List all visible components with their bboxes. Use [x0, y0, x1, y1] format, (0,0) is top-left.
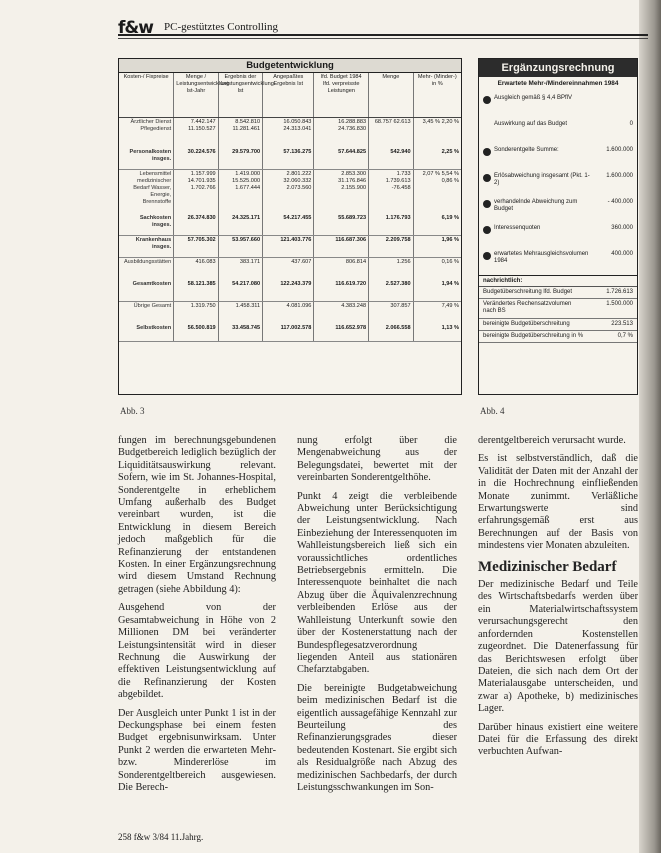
- budget-cell: 55.689.723: [314, 214, 369, 236]
- budget-cell: Krankenhaus insges.: [119, 236, 174, 258]
- col-header: Mehr- (Minder-) in %: [413, 73, 461, 118]
- budget-cell: 383.171: [218, 258, 262, 280]
- bullet-icon: [483, 174, 491, 182]
- col-header: Ergebnis der Leistungsentwicklung Ist: [218, 73, 262, 118]
- supplementary-calculation-figure: [478, 58, 638, 395]
- budget-table: [119, 73, 461, 342]
- budget-cell: Gesamtkosten: [119, 280, 174, 302]
- supplementary-item-label: Sonderentgelte Summe:: [494, 147, 559, 153]
- note-value: 223.513: [611, 320, 633, 327]
- journal-logo: f&w: [118, 18, 153, 38]
- budget-cell: 58.121.385: [174, 280, 218, 302]
- text-column-2: [297, 435, 457, 800]
- paragraph: Der Ausgleich unter Punkt 1 ist in der Deckungsphase bei einem festen Budget ergebnisunwirksam. Unter Punkt 2 werden die erwarteten Mehr- bzw. Mindererlöse im Sonderentgeltbereich ausgewiesen. Die Berech-: [118, 707, 276, 793]
- paragraph: Die bereinigte Budgetabweichung beim medizinischen Bedarf ist die eigentlich aussagefähige Kennzahl zur Beurteilung des Refinanzierungsgrades dieser bedeutenden Kostenart. Sie ergibt sich als Residualgröße nach Abzug des medizinischen Sachbedarfs, der durch Leistungsschwankungen im Son-: [297, 682, 457, 793]
- budget-cell: 24.325.171: [218, 214, 262, 236]
- supplementary-title: Ergänzungsrechnung: [479, 59, 637, 77]
- budget-cell: 1.157.999 14.701.935 1.702.766: [174, 170, 218, 214]
- paragraph: Punkt 4 zeigt die verbleibende Abweichung unter Berücksichtigung der Leistungsentwicklung. Nach Einbeziehung der Interessenquoten im Wahlleistungsbereich ließ sich ein voraussichtliches ordentliches Betriebsergebnis ermitteln. Die Interessenquote beinhaltet die nach Abzug über die Äquivalenzrechnung verbleibenden Erlöse aus der Wahlleistung Unterkunft sowie den über der Kostenerstattung nach der Bundespflegesatzverordnung liegenden Anteil aus stationären Chefarztabgaben.: [297, 490, 457, 676]
- figure-caption-3: Abb. 3: [120, 406, 145, 416]
- budget-cell: 53.957.660: [218, 236, 262, 258]
- budget-cell: 806.814: [314, 258, 369, 280]
- budget-cell: 1.458.311: [218, 302, 262, 324]
- budget-cell: 57.136.275: [263, 148, 314, 170]
- budget-cell: 437.607: [263, 258, 314, 280]
- note-value: 1.500.000: [606, 301, 633, 308]
- bullet-icon: [483, 148, 491, 156]
- supplementary-item: [479, 221, 637, 247]
- budget-cell: 117.002.578: [263, 324, 314, 342]
- note-label: bereinigte Budgetüberschreitung: [483, 320, 570, 327]
- budget-cell: 116.687.306: [314, 236, 369, 258]
- budget-cell: 1,96 %: [413, 236, 461, 258]
- page-footer: 258 f&w 3/84 11.Jahrg.: [118, 832, 204, 842]
- col-header: Kosten-/ Fixpreise: [119, 73, 174, 118]
- budget-cell: 307.857: [369, 302, 413, 324]
- paragraph: derentgeltbereich verursacht wurde.: [478, 435, 626, 446]
- budget-row: [119, 170, 461, 214]
- col-header: Angepaßtes Ergebnis Ist: [263, 73, 314, 118]
- budget-cell: 2,25 %: [413, 148, 461, 170]
- col-header-line: lfd. verpreisste Leistungen: [323, 81, 360, 94]
- budget-cell: 1.733 1.739.613 -76.458: [369, 170, 413, 214]
- budget-row: [119, 148, 461, 170]
- supplementary-item-label: Interessenquoten: [494, 225, 541, 231]
- notes-box: [479, 275, 637, 343]
- budget-cell: 1.256: [369, 258, 413, 280]
- figure-caption-4: Abb. 4: [480, 406, 505, 416]
- section-heading: Medizinischer Bedarf: [478, 558, 617, 575]
- supplementary-item-value: 1.600.000: [606, 147, 633, 153]
- note-row: [479, 287, 637, 299]
- note-row: [479, 319, 637, 331]
- col-header: Menge: [369, 73, 413, 118]
- budget-cell: 30.224.576: [174, 148, 218, 170]
- page-header: [118, 18, 648, 40]
- supplementary-item-value: 360.000: [611, 225, 633, 231]
- bullet-icon: [483, 252, 491, 260]
- supplementary-item-label: Erlösabweichung insgesamt (Pkt. 1-2): [494, 173, 590, 187]
- budget-cell: 3,45 % 2,20 %: [422, 119, 459, 125]
- budget-cell: 116.652.978: [314, 324, 369, 342]
- note-value: 1.726.613: [606, 289, 633, 295]
- budget-cell: 54.217.455: [263, 214, 314, 236]
- supplementary-item-value: - 400.000: [607, 199, 633, 205]
- budget-cell: 57.644.825: [314, 148, 369, 170]
- supplementary-item-label: Auswirkung auf das Budget: [494, 121, 568, 127]
- page-binding-shadow: [639, 0, 661, 853]
- budget-cell: 542.940: [369, 148, 413, 170]
- budget-cell: 2.801.222 32.060.332 2.073.560: [263, 170, 314, 214]
- col-header-line: lfd. Budget 1984: [320, 74, 362, 80]
- note-row: [479, 331, 637, 343]
- bullet-icon: [483, 96, 491, 104]
- budget-cell: 4.081.096: [263, 302, 314, 324]
- text-column-3: [478, 435, 638, 765]
- budget-cell: 6,19 %: [413, 214, 461, 236]
- budget-cell: 1,13 %: [413, 324, 461, 342]
- supplementary-item: [479, 247, 637, 273]
- supplementary-item-value: 400.000: [611, 251, 633, 257]
- budget-cell: 0,16 %: [441, 259, 459, 265]
- supplementary-item: [479, 169, 637, 195]
- budget-cell: 29.579.700: [218, 148, 262, 170]
- budget-cell: 1.176.793: [369, 214, 413, 236]
- budget-cell: Ärztlicher Dienst Pflegedienst: [119, 118, 174, 148]
- supplementary-item: [479, 195, 637, 221]
- budget-row: [119, 280, 461, 302]
- text-column-1: [118, 435, 276, 800]
- paragraph: Ausgehend von der Gesamtabweichung in Höhe von 2 Millionen DM bei veränderter Leistungsintensität wird in dieser Rechnung die Auswirkung der effektiven Leistungsentwicklung auf die Refinanzierung der Kosten abgebildet.: [118, 602, 276, 701]
- budget-cell: 7,49 %: [441, 303, 459, 309]
- budget-cell: 122.243.379: [263, 280, 314, 302]
- budget-cell: 116.619.720: [314, 280, 369, 302]
- budget-row: [119, 258, 461, 280]
- supplementary-item-value: 1.600.000: [606, 173, 633, 179]
- budget-cell: Lebensmittel medizinischer Bedarf Wasser, Energie, Brennstoffe: [119, 170, 174, 214]
- budget-cell: 2.066.558: [369, 324, 413, 342]
- header-rule: [118, 34, 648, 36]
- budget-cell: 8.542.810 11.281.461: [218, 118, 262, 148]
- note-row: [479, 299, 637, 318]
- budget-cell: Selbstkosten: [119, 324, 174, 342]
- budget-cell: Sachkosten insges.: [119, 214, 174, 236]
- budget-cell: 33.458.745: [218, 324, 262, 342]
- note-label: Verändertes Rechensatzvolumen nach BS: [483, 301, 572, 315]
- supplementary-item-value: 0: [629, 121, 633, 127]
- budget-row: [119, 236, 461, 258]
- paragraph: Es ist selbstverständlich, daß die Validität der Daten mit der Anzahl der in die Hochrechnung einfließenden Monate zunimmt. Verläßliche Erwartungswerte sind erfahrungsgemäß erst aus Berechnungen auf der Basis von mindestens vier Monaten abzuleiten.: [478, 453, 638, 552]
- budget-cell: 4.383.248: [314, 302, 369, 324]
- supplementary-item: [479, 91, 637, 117]
- supplementary-item: [479, 117, 637, 143]
- budget-cell: Übrige Gesamt: [119, 302, 174, 324]
- col-header: Menge / Leistungsentwicklung Ist-Jahr: [174, 73, 218, 118]
- budget-title: Budgetentwicklung: [119, 59, 461, 73]
- supplementary-item-label: erwartetes Mehrausgleichsvolumen 1984: [494, 251, 589, 265]
- budget-cell: 16.288.883 24.736.830: [314, 118, 369, 148]
- note-value: 0,7 %: [617, 332, 633, 339]
- budget-cell: 416.083: [174, 258, 218, 280]
- budget-table-figure: [118, 58, 462, 395]
- budget-cell: 68.757 62.613: [369, 118, 413, 148]
- budget-row: [119, 324, 461, 342]
- supplementary-subtitle: Erwartete Mehr-/Mindereinnahmen 1984: [497, 80, 619, 87]
- budget-cell: Ausbildungsstätten: [119, 258, 174, 280]
- note-label: Budgetüberschreitung lfd. Budget: [483, 289, 573, 295]
- supplementary-item: [479, 143, 637, 169]
- paragraph: Der medizinische Bedarf und Teile des Wirtschaftsbedarfs werden über ein Materialwirtschaftssystem verursachungsgerecht den anfordernden Kostenstellen zugeordnet. Die Datenerfassung für das Berichtswesen erfolgt über Dateien, die sich nach dem Ort der Materialausgabe unterscheiden, und zwar a) Apotheke, b) medizinisches Lager.: [478, 579, 638, 715]
- budget-cell: 7.442.147 11.150.527: [174, 118, 218, 148]
- col-header: [314, 73, 369, 118]
- budget-cell: 2,07 % 5,54 % 0,86 %: [422, 171, 459, 184]
- notes-heading: nachrichtlich:: [479, 276, 637, 287]
- budget-cell: Personalkosten insges.: [119, 148, 174, 170]
- budget-cell: 1.419.000 15.525.000 1.677.444: [218, 170, 262, 214]
- supplementary-item-label: verhandelnde Abweichung zum Budget: [494, 199, 578, 213]
- note-label: bereinigte Budgetüberschreitung in %: [483, 332, 584, 339]
- bullet-icon: [483, 226, 491, 234]
- budget-row: [119, 118, 461, 148]
- budget-cell: 26.374.830: [174, 214, 218, 236]
- budget-row: [119, 302, 461, 324]
- budget-cell: 16.050.843 24.313.041: [263, 118, 314, 148]
- budget-cell: 121.403.776: [263, 236, 314, 258]
- budget-cell: 2.527.380: [369, 280, 413, 302]
- paragraph: nung erfolgt über die Mengenabweichung aus der Belegungsdatei, bewertet mit der vereinbarten Sonderentgelthöhe.: [297, 435, 457, 484]
- bullet-icon: [483, 200, 491, 208]
- budget-cell: 1,94 %: [413, 280, 461, 302]
- budget-row: [119, 214, 461, 236]
- budget-cell: 54.217.080: [218, 280, 262, 302]
- budget-cell: 56.500.819: [174, 324, 218, 342]
- paragraph: fungen im berechnungsgebundenen Budgetbereich lediglich bezüglich der Liquiditätsauswirkung relevant. Sofern, wie im St. Johannes-Hospital, Sonderentgelte in erheblichem Umfang außerhalb des Budget vereinbart wurden, ist die Entwicklung in diesem Bereich jedoch maßgeblich für die Refinanzierung der entstandenen Kosten. In einer Ergänzungsrechnung wird diesem Umstand Rechnung getragen (siehe Abbildung 4):: [118, 435, 276, 595]
- budget-cell: 1.319.750: [174, 302, 218, 324]
- header-rule-thin: [118, 38, 648, 39]
- budget-cell: 2.853.300 31.176.846 2.155.900: [314, 170, 369, 214]
- budget-cell: 57.705.302: [174, 236, 218, 258]
- paragraph: Darüber hinaus existiert eine weitere Datei für die Erfassung des direkt verbuchten Aufwan-: [478, 721, 638, 758]
- section-title: PC-gestütztes Controlling: [164, 21, 278, 33]
- supplementary-item-label: Ausgleich gemäß § 4,4 BPflV: [494, 95, 573, 101]
- budget-cell: 2.209.758: [369, 236, 413, 258]
